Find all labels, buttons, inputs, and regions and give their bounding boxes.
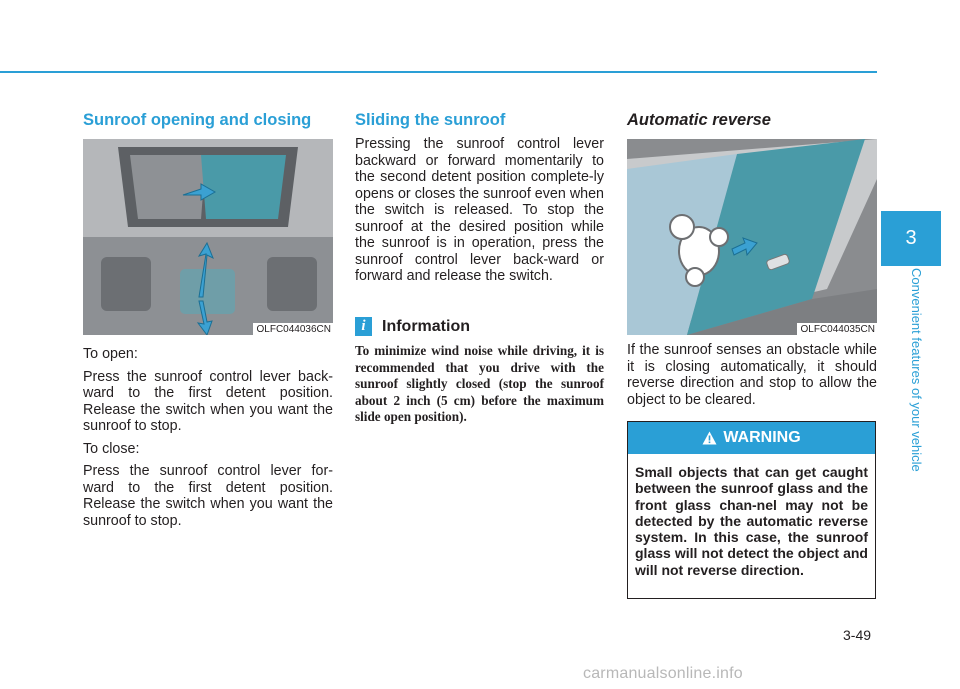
opening-closing-text <box>83 346 333 535</box>
section-heading-opening-closing: Sunroof opening and closing <box>83 111 312 129</box>
open-label: To open: <box>83 346 138 362</box>
page-number: 3-49 <box>843 627 872 643</box>
figure-code: OLFC044035CN <box>797 323 877 335</box>
section-heading-sliding: Sliding the sunroof <box>355 111 506 129</box>
auto-reverse-paragraph: If the sunroof senses an obstacle while it is closing automatically, it should reverse direction and stop to allow the object to be cleared. <box>627 342 877 408</box>
open-text: Press the sunroof control lever back-ward to the first detent position. Release the switch when you want the sunroof to stop. <box>83 368 333 434</box>
information-heading <box>355 317 470 336</box>
sunroof-switch-figure <box>83 139 333 335</box>
chapter-number: 3 <box>905 227 917 249</box>
figure-code: OLFC044036CN <box>253 323 333 335</box>
information-title: Information <box>382 317 470 335</box>
watermark-text: carmanualsonline.info <box>583 665 743 682</box>
warning-text: Small objects that can get caught between the sunroof glass and the front glass chan-nel may not be detected by the automatic reverse system. In this case, the sunroof glass will not detect the object and will not reverse direction. <box>635 464 868 578</box>
warning-title: WARNING <box>723 429 801 446</box>
info-icon: i <box>355 317 372 336</box>
warning-header <box>628 422 875 454</box>
warning-box <box>627 421 876 599</box>
chapter-title: Convenient features of your vehicle <box>909 268 924 472</box>
sliding-paragraph: Pressing the sunroof control lever backward or forward momentarily to the second detent position complete-ly opens or closes the sunroof even when the switch is released. To stop the sunroof at the desired position while the sunroof is in operation, press the sunroof control lever back-ward or forward and release the switch. <box>355 136 604 284</box>
warning-triangle-icon <box>702 431 717 445</box>
auto-reverse-figure <box>627 139 877 335</box>
sliding-text <box>355 136 604 291</box>
information-text: To minimize wind noise while driving, it is recommended that you drive with the sunroof slightly closed (stop the sunroof about 2 inch (5 cm) before the maximum slide open position). <box>355 343 604 425</box>
header-rule <box>0 71 877 73</box>
chapter-tab <box>881 211 941 266</box>
auto-reverse-text <box>627 342 877 414</box>
section-heading-auto-reverse: Automatic reverse <box>627 111 771 129</box>
close-label: To close: <box>83 440 140 457</box>
close-text: Press the sunroof control lever for-ward to the first detent position. Release the switch when you want the sunroof to stop. <box>83 463 333 529</box>
